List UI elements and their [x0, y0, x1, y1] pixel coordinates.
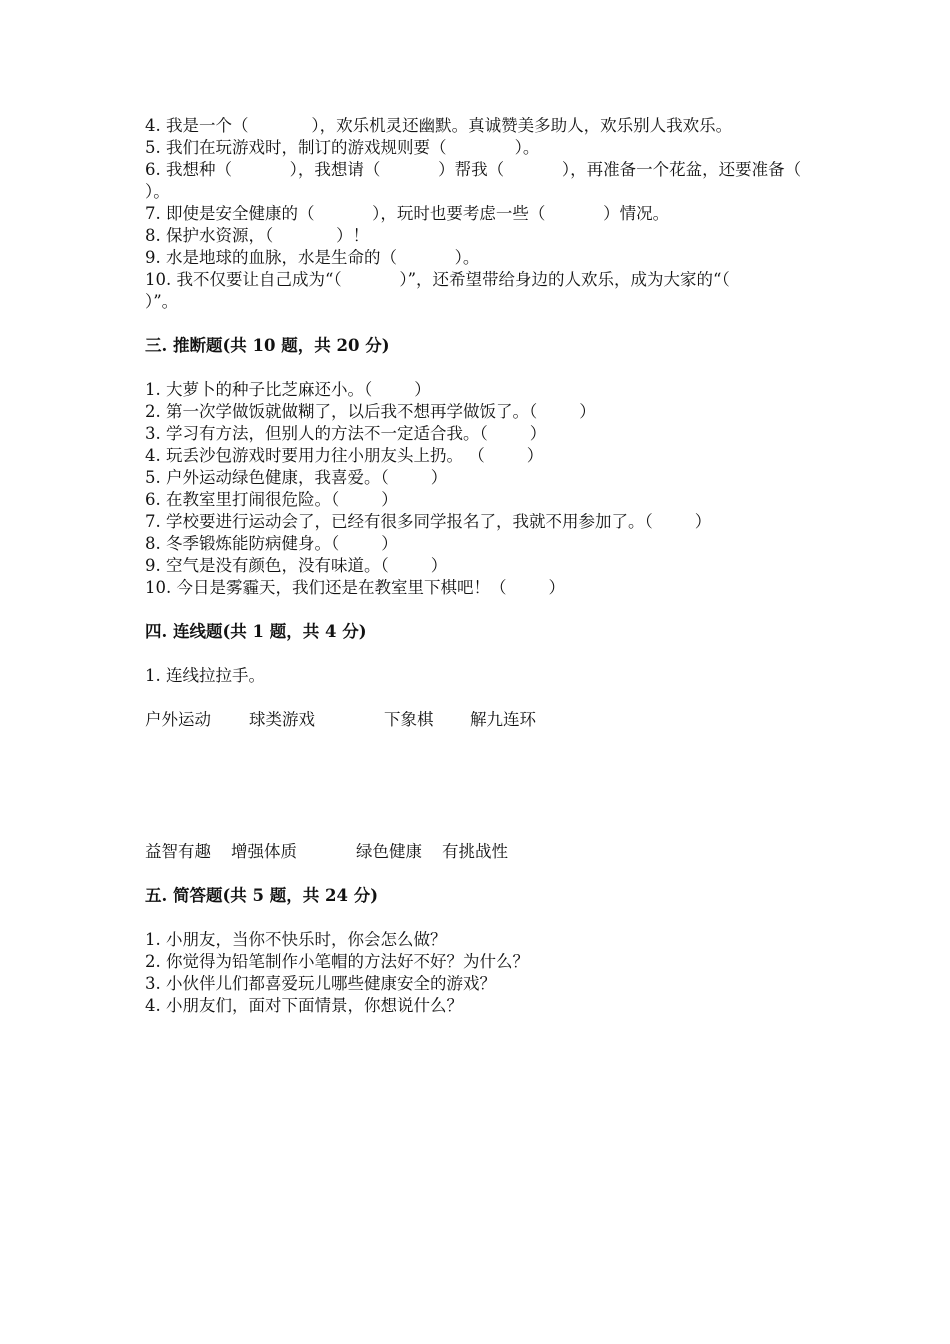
judgment-item: 3. 学习有方法，但别人的方法不一定适合我。（ ） — [145, 424, 547, 443]
short-answer-item: 1. 小朋友，当你不快乐时，你会怎么做？ — [145, 930, 447, 949]
fill-blank-item-9: 9. 水是地球的血脉，水是生命的（ ）。 — [145, 248, 480, 267]
short-answer-item: 2. 你觉得为铅笔制作小笔帽的方法好不好？为什么？ — [145, 952, 529, 971]
matching-bottom-item: 绿色健康 — [356, 842, 422, 861]
worksheet-page — [145, 115, 854, 1017]
fill-blank-item-6: 6. 我想种（ ），我想请（ ）帮我（ ），再准备一个花盆，还要准备（ ）。 — [145, 160, 854, 201]
matching-bottom-item: 有挑战性 — [442, 842, 508, 861]
fill-blank-item-5: 5. 我们在玩游戏时，制订的游戏规则要（ ）。 — [145, 138, 540, 157]
fill-blank-item-8: 8. 保护水资源，（ ）！ — [145, 226, 370, 245]
judgment-item: 1. 大萝卜的种子比芝麻还小。（ ） — [145, 380, 431, 399]
matching-bottom-row — [145, 841, 810, 863]
matching-top-item: 解九连环 — [470, 710, 536, 729]
judgment-item: 6. 在教室里打闹很危险。（ ） — [145, 490, 398, 509]
judgment-item: 7. 学校要进行运动会了，已经有很多同学报名了，我就不用参加了。（ ） — [145, 512, 712, 531]
fill-blank-item-7: 7. 即使是安全健康的（ ），玩时也要考虑一些（ ）情况。 — [145, 204, 670, 223]
matching-top-item: 户外运动 — [145, 710, 211, 729]
fill-blank-item-10: 10. 我不仅要让自己成为“（ ）”，还希望带给身边的人欢乐，成为大家的“（ ）”。 — [145, 270, 788, 311]
short-answer-list — [145, 929, 810, 1017]
fill-blank-item-4: 4. 我是一个（ ），欢乐机灵还幽默。真诚赞美多助人，欢乐别人我欢乐。 — [145, 116, 733, 135]
section-3-heading: 三. 推断题(共 10 题，共 20 分) — [145, 336, 390, 355]
section-4-heading: 四. 连线题(共 1 题，共 4 分) — [145, 622, 367, 641]
fill-blank-list — [145, 115, 854, 313]
judgment-item: 10. 今日是雾霾天，我们还是在教室里下棋吧！（ ） — [145, 578, 565, 597]
judgment-list — [145, 379, 810, 599]
matching-top-item: 下象棋 — [384, 710, 434, 729]
matching-question: 1. 连线拉拉手。 — [145, 666, 265, 685]
judgment-item: 8. 冬季锻炼能防病健身。（ ） — [145, 534, 398, 553]
short-answer-item: 4. 小朋友们，面对下面情景，你想说什么？ — [145, 996, 463, 1015]
section-5-heading: 五. 简答题(共 5 题，共 24 分) — [145, 886, 379, 905]
matching-top-item: 球类游戏 — [249, 710, 315, 729]
judgment-item: 9. 空气是没有颜色，没有味道。（ ） — [145, 556, 448, 575]
judgment-item: 4. 玩丢沙包游戏时要用力往小朋友头上扔。 （ ） — [145, 446, 544, 465]
matching-bottom-item: 增强体质 — [231, 842, 297, 861]
matching-bottom-item: 益智有趣 — [145, 842, 211, 861]
judgment-item: 2. 第一次学做饭就做糊了，以后我不想再学做饭了。（ ） — [145, 402, 596, 421]
matching-top-row — [145, 709, 810, 731]
short-answer-item: 3. 小伙伴儿们都喜爱玩儿哪些健康安全的游戏？ — [145, 974, 496, 993]
judgment-item: 5. 户外运动绿色健康，我喜爱。（ ） — [145, 468, 448, 487]
